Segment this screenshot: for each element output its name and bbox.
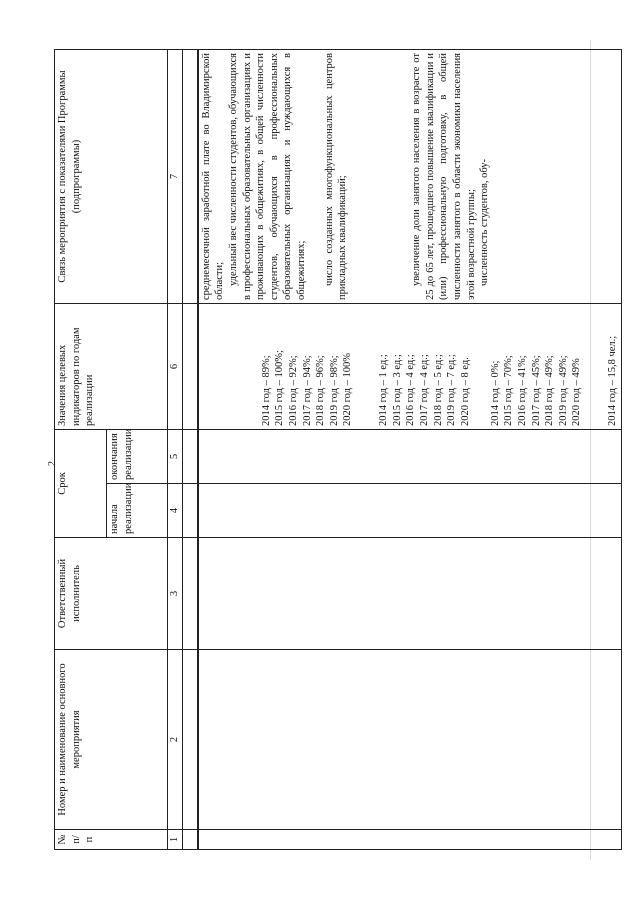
indicator-group-4 xyxy=(606,307,620,426)
header-end: окончания реализации xyxy=(107,429,168,483)
column-number: 4 xyxy=(168,484,183,538)
indicator-line: 2018 год – 49%; xyxy=(544,355,556,426)
cell-program-link xyxy=(198,49,622,303)
cell-end xyxy=(198,429,622,483)
rotated-page xyxy=(54,50,634,850)
table-row xyxy=(198,49,622,849)
indicator-line: 2015 год – 3 ед.; xyxy=(391,354,403,426)
cell-number xyxy=(198,830,622,850)
header-activity: Номер и наименование основного мероприятия xyxy=(55,650,168,830)
indicator-line: 2017 год – 45%; xyxy=(530,355,542,426)
column-number: 6 xyxy=(168,303,183,429)
indicator-line: 2014 год – 15,8 чел.; xyxy=(607,335,619,426)
indicator-line: 2016 год – 41%; xyxy=(516,355,528,426)
indicator-line: 2019 год – 49%; xyxy=(557,355,569,426)
indicator-line: 2014 год – 89%; xyxy=(260,355,272,426)
activities-table xyxy=(54,49,622,850)
column-number: 2 xyxy=(168,650,183,830)
cell-start xyxy=(198,484,622,538)
header-row xyxy=(55,49,107,849)
indicator-line: 2014 год – 0%; xyxy=(489,360,501,426)
cell-activity xyxy=(198,650,622,830)
link-paragraph: численность студентов, обу- xyxy=(479,158,491,286)
column-numbers-row xyxy=(168,49,183,849)
page-number: 2 xyxy=(47,461,58,466)
indicator-line: 2017 год – 4 ед.; xyxy=(419,354,431,426)
header-number: № п/п xyxy=(55,830,168,850)
indicator-line: 2016 год – 4 ед.; xyxy=(405,354,417,426)
indicator-group-2 xyxy=(377,307,472,426)
header-executor: Ответственный исполнитель xyxy=(55,538,168,650)
link-paragraph: число созданных многофункциональных центров прикладных квалификаций; xyxy=(323,52,349,300)
indicator-line: 2018 год – 96%; xyxy=(315,355,327,426)
indicator-line: 2015 год – 70%; xyxy=(503,355,515,426)
indicator-line: 2019 год – 7 ед.; xyxy=(446,354,458,426)
indicator-line: 2020 год – 100% xyxy=(342,353,354,426)
indicator-group-1 xyxy=(260,307,355,426)
indicator-line: 2020 год – 8 ед. xyxy=(459,357,471,426)
header-indicators: Значения целевых индикаторов по годам реализации xyxy=(55,303,168,429)
indicator-line: 2017 год – 94%; xyxy=(301,355,313,426)
column-number: 1 xyxy=(168,830,183,850)
header-program-link: Связь мероприятия с показателями Программы (подпрограммы) xyxy=(55,49,168,303)
link-paragraph: увеличение доли занятого населения в возрасте от 25 до 65 лет, прошедшего повышение квалификации и (или) профессиональную подготовку, в общей численности занятого в области экономики населения этой возрастной группы; xyxy=(411,52,477,300)
header-start: начала реализации xyxy=(107,484,168,538)
link-paragraph: удельный вес численности студентов, обучающихся в профессиональных образовательных организациях и проживающих в общежитиях, в общей численности студентов, обучающихся в профессиональных образовательных организациях и нуждающихся в общежитиях; xyxy=(227,52,308,300)
link-paragraph: среднемесячной заработной плате во Владимирской области; xyxy=(200,52,226,300)
cell-executor xyxy=(198,538,622,650)
indicator-line: 2020 год – 49% xyxy=(571,358,583,426)
indicator-line: 2014 год – 1 ед.; xyxy=(378,354,390,426)
indicator-group-3 xyxy=(489,307,584,426)
indicator-line: 2019 год – 98%; xyxy=(328,355,340,426)
column-number: 5 xyxy=(168,429,183,483)
header-term: Срок xyxy=(55,429,107,537)
table-break xyxy=(182,49,198,849)
indicator-line: 2015 год – 100%; xyxy=(274,350,286,426)
column-number: 7 xyxy=(168,49,183,303)
indicator-line: 2018 год – 5 ед.; xyxy=(432,354,444,426)
cell-indicators xyxy=(198,303,622,429)
column-number: 3 xyxy=(168,538,183,650)
indicator-line: 2016 год – 92%; xyxy=(287,355,299,426)
